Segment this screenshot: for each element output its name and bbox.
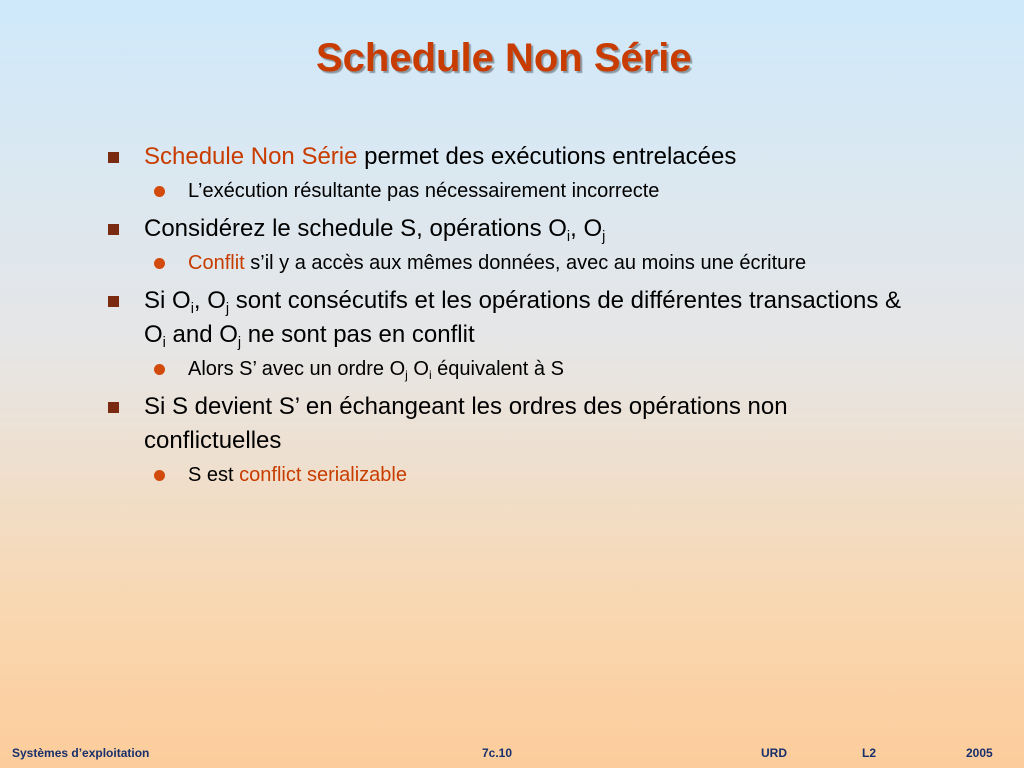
bullet-4-sub-1-text: S est [188, 464, 240, 486]
bullet-3 [108, 284, 928, 352]
bullet-3-text-5: ne sont pas en conflit [241, 321, 475, 348]
bullet-3-sub-1-text-2: O [407, 358, 429, 380]
footer-org: URD [761, 746, 787, 760]
bullet-2-sub-1-text: s’il y a accès aux mêmes données, avec au moins une écriture [244, 252, 807, 274]
bullet-3-sub-1-subscript-1: j [405, 368, 408, 383]
bullet-3-text-3: sont consécutifs et les opérations de différentes transactions & O [144, 287, 902, 348]
bullet-4-text: Si S devient S’ en échangeant les ordres des opérations non conflictuelles [144, 393, 788, 454]
footer-page-number: 7c.10 [482, 746, 513, 760]
bullet-3-text: Si O [144, 287, 191, 314]
bullet-4 [108, 390, 928, 458]
bullet-1-sub-1-text: L’exécution résultante pas nécessairement incorrecte [188, 180, 660, 202]
footer-level: L2 [862, 746, 877, 760]
slide-title: Schedule Non Série [316, 36, 692, 80]
bullet-3-sub-1 [108, 354, 928, 384]
footer-course: Systèmes d’exploitation [12, 746, 150, 760]
bullet-2 [108, 212, 928, 246]
bullet-2-sub-1 [108, 248, 928, 278]
bullet-3-subscript-4: j [237, 335, 242, 352]
bullet-4-sub-1 [108, 460, 928, 490]
bullet-2-sub-1-highlight: Conflit [188, 252, 245, 274]
bullet-1-text: permet des exécutions entrelacées [357, 143, 737, 170]
footer-year: 2005 [966, 746, 993, 760]
bullet-1-sub-1 [108, 176, 928, 206]
bullet-2-text: Considérez le schedule S, opérations O [144, 215, 567, 242]
bullet-3-subscript-3: i [162, 335, 166, 352]
bullet-3-subscript-2: j [225, 301, 230, 318]
bullet-1-highlight: Schedule Non Série [144, 143, 358, 170]
bullet-2-subscript-2: j [602, 229, 606, 246]
bullet-3-text-4: and O [165, 321, 238, 348]
bullet-4-sub-1-highlight: conflict serializable [239, 464, 407, 486]
bullet-2-text-2: , O [570, 215, 603, 242]
bullet-3-sub-1-text: Alors S’ avec un ordre O [188, 358, 406, 380]
bullet-2-subscript-1: i [566, 229, 571, 246]
bullet-3-subscript-1: i [190, 301, 194, 318]
bullet-list [108, 134, 928, 490]
bullet-3-sub-1-subscript-2: i [428, 368, 432, 383]
bullet-3-sub-1-text-3: équivalent à S [431, 358, 564, 380]
bullet-1 [108, 140, 928, 174]
bullet-3-text-2: , O [193, 287, 226, 314]
